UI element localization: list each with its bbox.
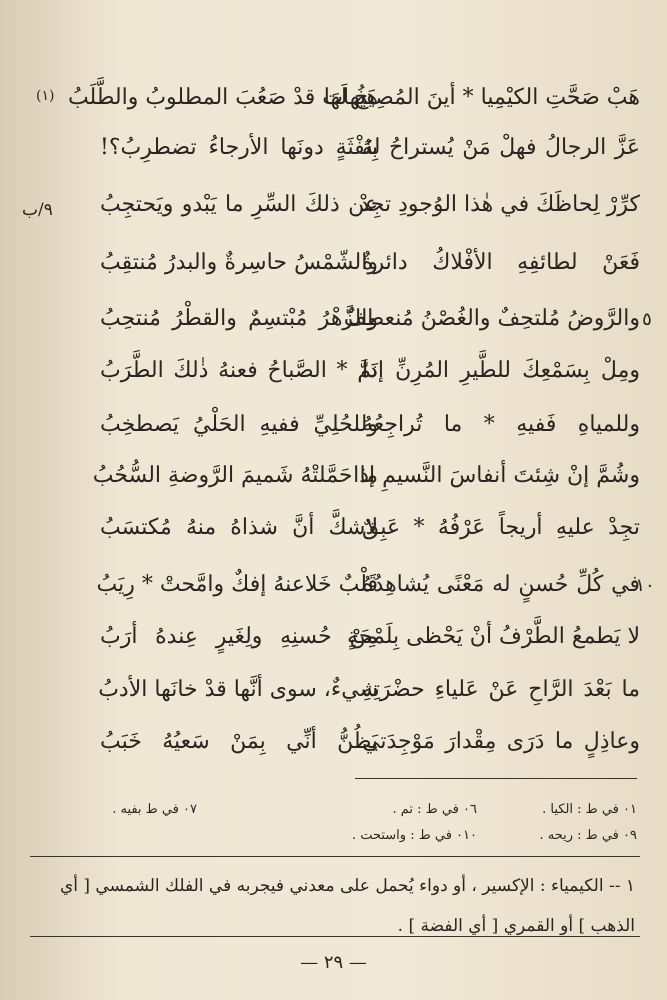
hemistich-left: شيءٌ، سوى أنَّها قدْ خانَها الأدبُ: [98, 677, 378, 702]
hemistich-right: عَزَّ الرجالُ فهلْ مَنْ يُستراحُ لهُ: [362, 135, 640, 160]
footnote-note-01: ٠١ في ط : الكيا .: [542, 802, 637, 817]
hemistich-right: والرَّوضُ مُلتحِفٌ والغُصْنُ مُنعطِفٌ: [343, 306, 640, 331]
hemistich-left: هَيهات قدْ صَعُبَ المطلوبُ والطَّلَبُ: [67, 85, 378, 110]
hemistich-left: مِنْ حُسنِهِ ولِغَيرٍ عِندهُ أرَبُ: [100, 624, 378, 649]
hemistich-right: تجِدْ عليهِ أريجاً عَرْفُهُ * عَبِقٌ: [362, 515, 640, 540]
verse-line: [40, 299, 640, 339]
hemistich-right: ومِلْ بِسَمْعِكَ للطَّيرِ المُرِنِّ إذا: [362, 358, 640, 383]
hemistich-left: والشّمْسُ حاسِرةٌ والبدرُ مُنتقِبُ: [100, 250, 378, 275]
verse-line: [40, 508, 640, 548]
explanatory-note-line-1: ١ -- الكيمياء : الإكسير ، أو دواء يُحمل على معدني فيجربه في الفلك الشمسي [ أي: [59, 876, 635, 896]
hemistich-right: كرِّرْ لِحاظَكَ في هٰذا الوُجودِ تجِدْ: [359, 192, 640, 217]
hemistich-left: عن ذلكَ السِّرِ ما يَبْدو ويَحتجِبُ: [100, 192, 378, 217]
hemistich-left: قَلْبٌ خَلاعنهُ إفكٌ وامَّحتْ * رِيَبُ: [96, 572, 378, 597]
verse-line: [40, 185, 640, 225]
hemistich-left: ما حَمَّلتْهُ شَميمَ الرَّوضةِ السُّحُبُ: [92, 463, 378, 488]
footnote-note-06: ٠٦ في ط : تم .: [392, 802, 477, 817]
footnote-note-10: ٠١٠ في ط : واستحت .: [351, 828, 477, 843]
hemistich-right: هَبْ صَحَّتِ الكيْمِيا * أينَ المُصِيخُ لَهَا: [323, 85, 640, 110]
verse-line: [40, 722, 640, 762]
hemistich-left: نَمَّ * الصَّباحُ فعنهُ ذٰلكَ الطَّرَبُ: [100, 358, 378, 383]
footnote-note-09: ٠٩ في ط : ريحه .: [539, 828, 637, 843]
hemistich-right: لا يَطمعُ الطَّرْفُ أنْ يَحْظى بِلَمْحَةٍ: [346, 624, 640, 649]
hemistich-right: فَعَنْ لطائفِهِ الأفْلاكُ دائرةٌ: [362, 250, 640, 275]
line-number-5: ٥: [642, 309, 652, 330]
verse-line: [40, 617, 640, 657]
verse-line: [40, 243, 640, 283]
footnote-rule: [355, 778, 637, 779]
page-number: — ٢٩ —: [300, 952, 367, 973]
line-number-10: ١٠: [635, 575, 655, 596]
hemistich-right: وللمياهِ فَفيهِ * ما تُراجِعُهُ: [362, 412, 640, 437]
hemistich-left: يَظُنُّ أنِّي بِمَنْ سَعيُهُ خَبَبُ: [100, 729, 378, 754]
hemistich-right: في كُلِّ حُسنٍ له مَعْنًى يُشاهِدُهُ: [362, 572, 640, 597]
margin-mark-1: (١): [36, 88, 55, 104]
verse-line: [40, 565, 640, 605]
separator-rule: [30, 856, 640, 857]
verse-line: [40, 351, 640, 391]
hemistich-left: لاشكَّ أنَّ شذاهُ منهُ مُكتسَبُ: [100, 515, 378, 540]
hemistich-right: وعاذِلٍ ما دَرَى مِقْدارَ مَوْجِدَتي: [362, 729, 640, 754]
hemistich-left: وللحُلِيِّ ففيهِ الحَلْيُ يَصطخِبُ: [100, 412, 378, 437]
verse-line: [40, 78, 640, 118]
verse-line: [40, 405, 640, 445]
hemistich-left: والزَّهْرُ مُبْتسِمٌ والقطْرُ مُنتحِبُ: [100, 306, 378, 331]
explanatory-note-line-2: الذهب ] أو القمري [ أي الفضة ] .: [397, 916, 635, 936]
footnote-note-07: ٠٧ في ط بفيه .: [112, 802, 197, 817]
margin-mark-folio: ٩/ب: [22, 200, 53, 220]
verse-line: [40, 670, 640, 710]
hemistich-right: وشُمَّ إنْ شِئتَ أنفاسَ النَّسيمِ إذا: [353, 463, 640, 488]
hemistich-left: بِنَفْثَةٍ دونَها الأرجاءُ تضطرِبُ؟!: [100, 135, 378, 160]
hemistich-right: ما بَعْدَ الرَّاحِ عَنْ عَلياءِ حضْرَتِهِ: [362, 677, 640, 702]
verse-line: [40, 456, 640, 496]
verse-line: [40, 128, 640, 168]
